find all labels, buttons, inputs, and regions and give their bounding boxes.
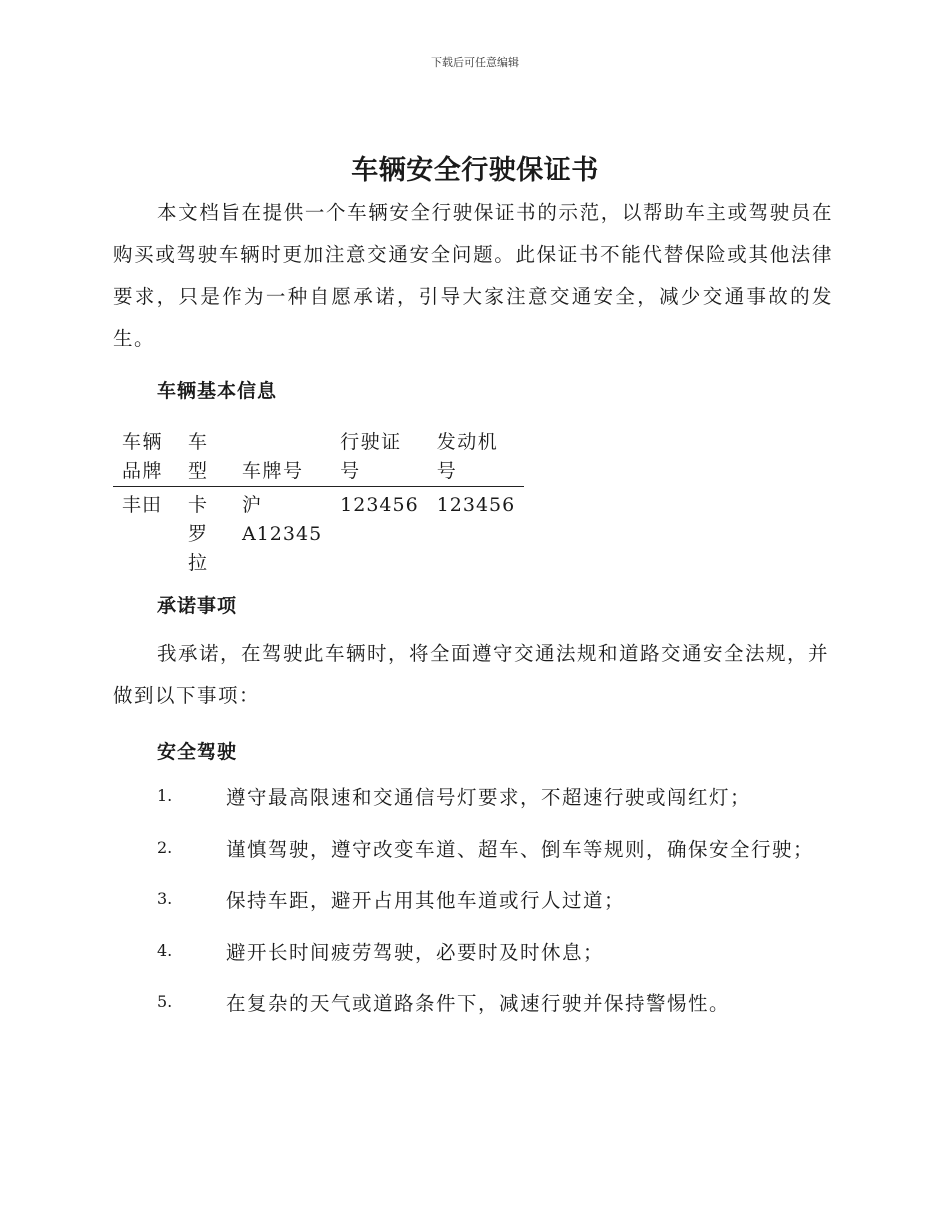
vehicle-info-table — [113, 428, 524, 578]
list-item-text: 保持车距，避开占用其他车道或行人过道； — [226, 889, 626, 912]
commitments-heading: 承诺事项 — [157, 595, 238, 617]
document-title: 车辆安全行驶保证书 — [351, 155, 599, 186]
list-item-number: 3. — [157, 889, 173, 908]
header-engine: 发动机号 — [428, 428, 525, 487]
table-row — [113, 487, 524, 579]
list-item-number: 4. — [157, 940, 173, 960]
list-item-text: 遵守最高限速和交通信号灯要求，不超速行驶或闯红灯； — [226, 786, 752, 809]
list-item-number: 5. — [157, 992, 173, 1011]
list-item-number: 2. — [157, 837, 173, 857]
cell-brand: 丰田 — [122, 494, 163, 516]
list-item-text: 谨慎驾驶，遵守改变车道、超车、倒车等规则，确保安全行驶； — [226, 837, 815, 861]
header-license: 行驶证号 — [331, 428, 428, 487]
cell-model: 卡罗拉 — [188, 494, 209, 574]
list-item-number: 1. — [157, 786, 173, 805]
intro-paragraph: 本文档旨在提供一个车辆安全行驶保证书的示范，以帮助车主或驾驶员在购买或驾驶车辆时更加注意交通安全问题。此保证书不能代替保险或其他法律要求，只是作为一种自愿承诺，引导大家注意交通安全，减少交通事故的发生。 — [113, 201, 833, 350]
cell-plate: 沪A12345 — [242, 494, 323, 545]
header-brand: 车辆品牌 — [113, 428, 179, 487]
safe-driving-list — [0, 782, 950, 1040]
list-item-text: 避开长时间疲劳驾驶，必要时及时休息； — [226, 940, 605, 964]
cell-license: 123456 — [340, 494, 419, 516]
commitment-paragraph: 我承诺，在驾驶此车辆时，将全面遵守交通法规和道路交通安全法规，并做到以下事项： — [113, 642, 830, 707]
list-item-text: 在复杂的天气或道路条件下，减速行驶并保持警惕性。 — [226, 992, 731, 1015]
list-item — [0, 834, 950, 886]
safe-driving-heading: 安全驾驶 — [157, 741, 238, 763]
list-item — [0, 988, 950, 1040]
header-note: 下载后可任意编辑 — [431, 56, 519, 69]
list-item — [0, 782, 950, 834]
header-model: 车型 — [179, 428, 233, 487]
list-item — [0, 885, 950, 937]
table-header-row — [113, 428, 524, 487]
list-item — [0, 937, 950, 989]
header-plate: 车牌号 — [233, 428, 331, 487]
vehicle-info-heading: 车辆基本信息 — [157, 380, 278, 402]
cell-engine: 123456 — [436, 494, 516, 516]
